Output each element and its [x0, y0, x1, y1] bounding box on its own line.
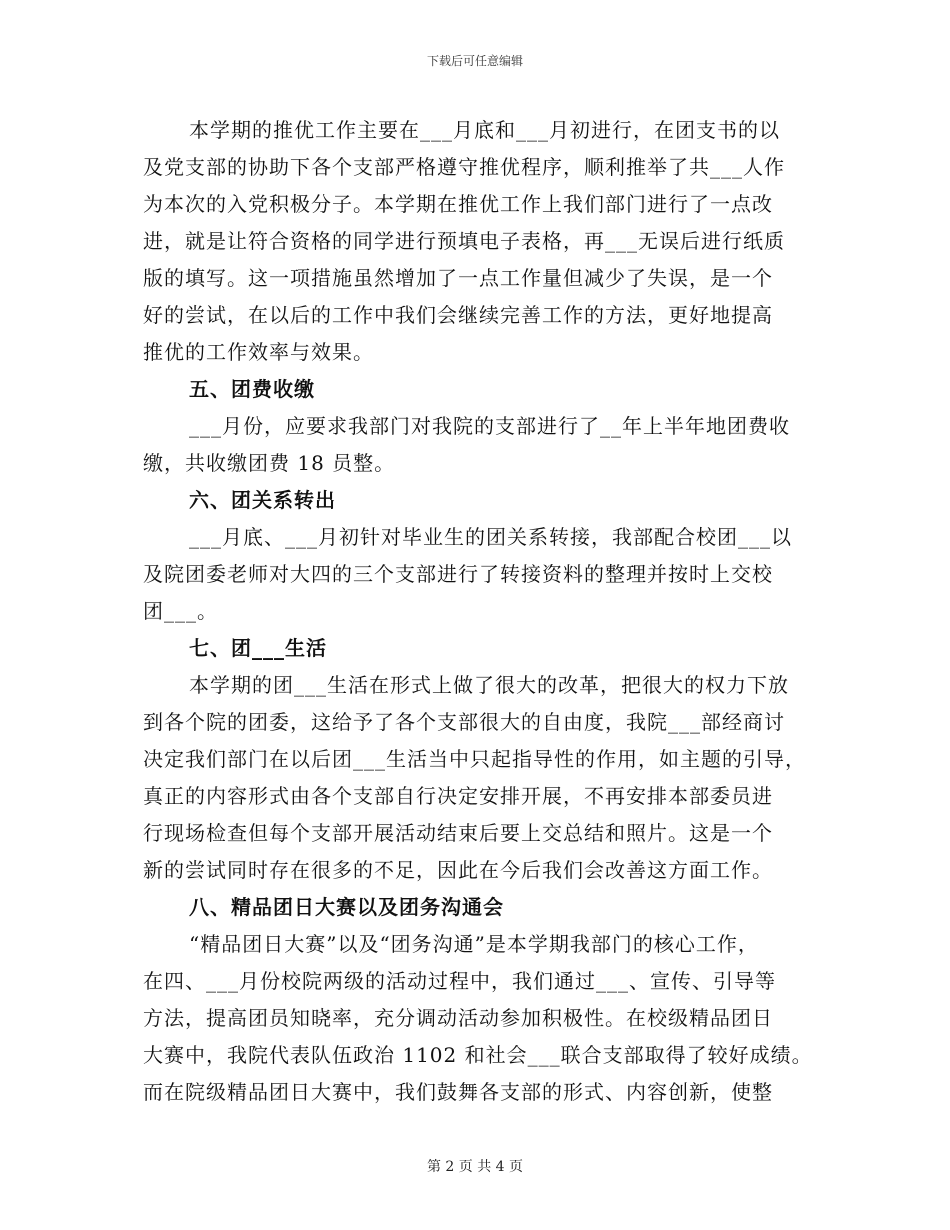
- page-footer: 第 2 页 共 4 页: [426, 1159, 524, 1175]
- section-heading: 五、团费收缴: [189, 377, 315, 401]
- text-line: 行现场检查但每个支部开展活动结束后要上交总结和照片。这是一个: [143, 821, 773, 845]
- text-line: 及党支部的协助下各个支部严格遵守推优程序，顺利推举了共___人作: [143, 155, 785, 179]
- text-line: 团___。: [143, 599, 218, 623]
- text-line: 进，就是让符合资格的同学进行预填电子表格，再___无误后进行纸质: [143, 229, 785, 253]
- paragraph: [143, 519, 815, 630]
- text-line: ___月份，应要求我部门对我院的支部进行了__年上半年地团费收: [189, 414, 790, 438]
- text-line: 为本次的入党积极分子。本学期在推优工作上我们部门进行了一点改: [143, 192, 773, 216]
- text-line: 方法，提高团员知晓率，充分调动活动参加积极性。在校级精品团日: [143, 1006, 773, 1030]
- section-heading: 七、团___生活: [189, 636, 327, 660]
- text-line: 到各个院的团委，这给予了各个支部很大的自由度，我院___部经商讨: [143, 710, 785, 734]
- text-line: 而在院级精品团日大赛中，我们鼓舞各支部的形式、内容创新，使整: [143, 1080, 773, 1104]
- text-line: 缴，共收缴团费 18 员整。: [143, 451, 396, 475]
- paragraph: [143, 408, 815, 482]
- document-body: [143, 112, 815, 1111]
- text-line: 本学期的推优工作主要在___月底和___月初进行，在团支书的以: [189, 118, 780, 142]
- paragraph: [143, 926, 815, 1111]
- text-line: 好的尝试，在以后的工作中我们会继续完善工作的方法，更好地提高: [143, 303, 773, 327]
- text-line: 本学期的团___生活在形式上做了很大的改革，把很大的权力下放: [189, 673, 789, 697]
- section-heading: 八、精品团日大赛以及团务沟通会: [189, 895, 504, 919]
- text-line: 在四、___月份校院两级的活动过程中，我们通过___、宣传、引导等: [143, 969, 776, 993]
- text-line: 新的尝试同时存在很多的不足，因此在今后我们会改善这方面工作。: [143, 858, 773, 882]
- text-line: 及院团委老师对大四的三个支部进行了转接资料的整理并按时上交校: [143, 562, 773, 586]
- paragraph: [143, 112, 815, 371]
- section-heading: 六、团关系转出: [189, 488, 336, 512]
- page-header: 下载后可任意编辑: [426, 54, 523, 68]
- paragraph: [143, 667, 815, 889]
- text-line: 真正的内容形式由各个支部自行决定安排开展，不再安排本部委员进: [143, 784, 773, 808]
- text-line: 决定我们部门在以后团___生活当中只起指导性的作用，如主题的引导，: [143, 747, 806, 771]
- text-line: 大赛中，我院代表队伍政治 1102 和社会___联合支部取得了较好成绩。: [143, 1043, 813, 1067]
- text-line: 版的填写。这一项措施虽然增加了一点工作量但减少了失误，是一个: [143, 266, 773, 290]
- text-line: “精品团日大赛”以及“团务沟通”是本学期我部门的核心工作，: [189, 932, 759, 956]
- text-line: 推优的工作效率与效果。: [143, 340, 374, 364]
- text-line: ___月底、___月初针对毕业生的团关系转接，我部配合校团___以: [189, 525, 792, 549]
